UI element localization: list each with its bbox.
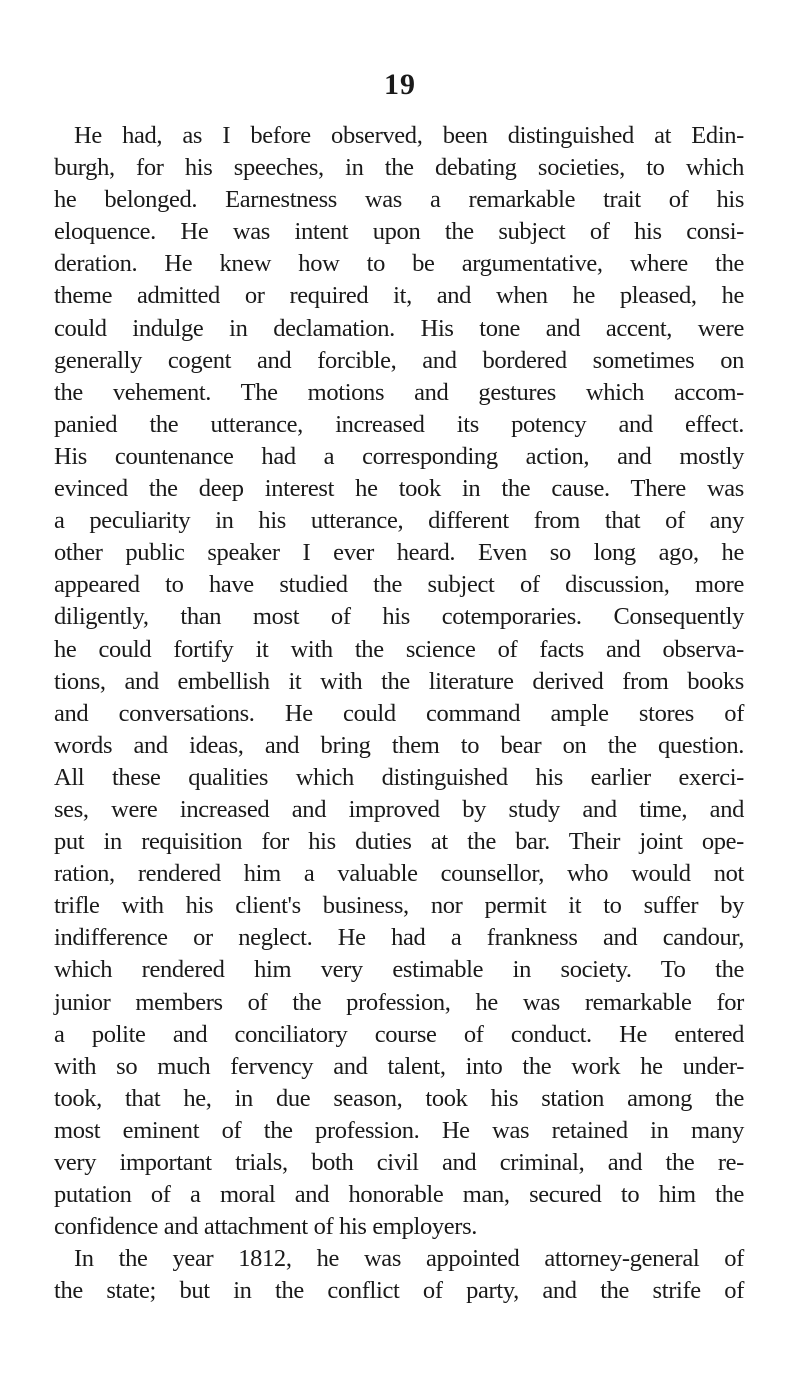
text-line: which rendered him very estimable in society. To the (54, 956, 744, 984)
text-line: indifference or neglect. He had a frankness and candour, (54, 924, 744, 952)
text-line: In the year 1812, he was appointed attorney-general of (74, 1245, 744, 1273)
body-text (54, 120, 744, 1307)
text-line: appeared to have studied the subject of discussion, more (54, 571, 744, 599)
text-line: He had, as I before observed, been distinguished at Edin- (74, 122, 744, 149)
text-line: deration. He knew how to be argumentative, where the (54, 250, 744, 278)
text-line: the vehement. The motions and gestures which accom- (54, 378, 744, 406)
text-line: junior members of the profession, he was remarkable for (54, 988, 744, 1016)
page-number: 19 (384, 68, 416, 101)
text-line: trifle with his client's business, nor permit it to suffer by (54, 892, 744, 920)
text-line: theme admitted or required it, and when he pleased, he (54, 282, 744, 310)
text-line: generally cogent and forcible, and bordered sometimes on (54, 346, 744, 374)
text-line: could indulge in declamation. His tone and accent, were (54, 314, 744, 342)
text-line: ration, rendered him a valuable counsellor, who would not (54, 860, 744, 888)
text-line: and conversations. He could command ample stores of (54, 699, 744, 727)
text-line: words and ideas, and bring them to bear on the question. (54, 731, 744, 759)
text-line: confidence and attachment of his employers. (54, 1213, 478, 1241)
text-line: tions, and embellish it with the literature derived from books (54, 667, 744, 695)
text-line: putation of a moral and honorable man, secured to him the (54, 1181, 744, 1209)
text-line: a peculiarity in his utterance, different from that of any (54, 507, 744, 535)
text-line: eloquence. He was intent upon the subject of his consi- (54, 218, 744, 246)
text-line: took, that he, in due season, took his station among the (54, 1084, 744, 1112)
text-line: His countenance had a corresponding action, and mostly (54, 442, 744, 470)
text-line: he could fortify it with the science of facts and observa- (54, 635, 744, 663)
text-line: the state; but in the conflict of party, and the strife of (54, 1277, 744, 1305)
text-line: most eminent of the profession. He was retained in many (54, 1116, 744, 1144)
text-line: a polite and conciliatory course of conduct. He entered (54, 1020, 744, 1048)
text-line: with so much fervency and talent, into the work he under- (54, 1052, 744, 1080)
text-line: other public speaker I ever heard. Even so long ago, he (54, 539, 744, 567)
text-line: ses, were increased and improved by study and time, and (54, 795, 744, 823)
text-line: All these qualities which distinguished his earlier exerci- (54, 763, 744, 791)
text-line: diligently, than most of his cotemporaries. Consequently (54, 603, 744, 631)
text-line: evinced the deep interest he took in the cause. There was (54, 475, 744, 503)
text-line: he belonged. Earnestness was a remarkable trait of his (54, 186, 744, 214)
text-line: very important trials, both civil and criminal, and the re- (54, 1149, 744, 1176)
text-line: panied the utterance, increased its potency and effect. (54, 410, 744, 438)
text-line: burgh, for his speeches, in the debating societies, to which (54, 154, 744, 182)
text-line: put in requisition for his duties at the bar. Their joint ope- (54, 828, 744, 856)
